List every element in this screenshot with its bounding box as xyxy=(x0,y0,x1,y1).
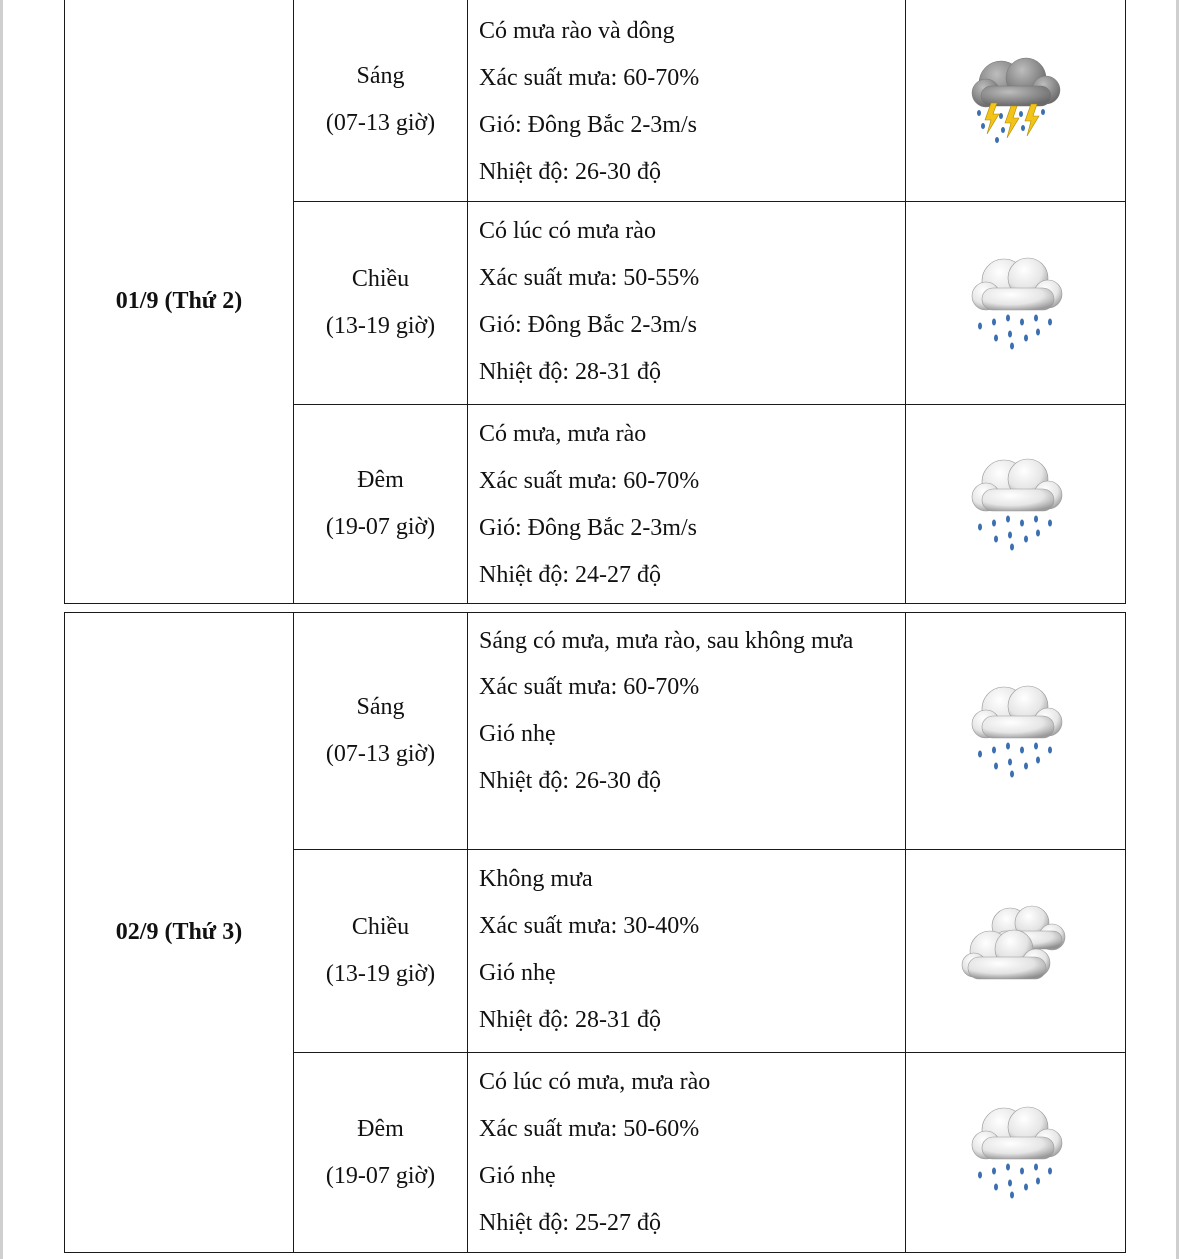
rain-probability: Xác suất mưa: 60-70% xyxy=(479,65,700,91)
period-cell xyxy=(294,0,468,202)
period-hours: (07-13 giờ) xyxy=(325,741,436,767)
weather-summary: Có lúc có mưa, mưa rào xyxy=(479,1069,711,1095)
icon-cell xyxy=(906,405,1126,604)
wind-info: Gió: Đông Bắc 2-3m/s xyxy=(479,312,697,338)
rain-probability: Xác suất mưa: 50-55% xyxy=(479,265,700,291)
rain-probability: Xác suất mưa: 60-70% xyxy=(479,674,700,700)
weather-summary: Có mưa, mưa rào xyxy=(479,421,647,447)
temperature-info: Nhiệt độ: 28-31 độ xyxy=(479,359,661,385)
temperature-info: Nhiệt độ: 25-27 độ xyxy=(479,1210,661,1236)
icon-cell xyxy=(906,613,1126,850)
weather-summary: Có lúc có mưa rào xyxy=(479,218,656,244)
wind-info: Gió nhẹ xyxy=(479,721,556,747)
weather-summary: Có mưa rào và dông xyxy=(479,18,675,44)
forecast-table-day-2 xyxy=(64,612,1126,1253)
period-name: Sáng xyxy=(356,694,405,720)
icon-cell xyxy=(906,0,1126,202)
weather-summary: Sáng có mưa, mưa rào, sau không mưa xyxy=(479,628,854,654)
wind-info: Gió: Đông Bắc 2-3m/s xyxy=(479,112,697,138)
rain-probability: Xác suất mưa: 50-60% xyxy=(479,1116,700,1142)
description-cell xyxy=(468,1053,906,1253)
rain-cloud-icon xyxy=(966,447,1066,557)
rain-cloud-icon xyxy=(966,674,1066,784)
period-hours: (13-19 giờ) xyxy=(325,313,436,339)
rain-cloud-icon xyxy=(966,246,1066,356)
weather-summary: Không mưa xyxy=(479,866,593,892)
period-cell xyxy=(294,1053,468,1253)
icon-cell xyxy=(906,202,1126,405)
wind-info: Gió nhẹ xyxy=(479,960,556,986)
temperature-info: Nhiệt độ: 28-31 độ xyxy=(479,1007,661,1033)
day-label: 01/9 (Thứ 2) xyxy=(65,0,294,604)
table-row xyxy=(65,613,1126,850)
forecast-table-day-1 xyxy=(64,0,1126,604)
period-hours: (13-19 giờ) xyxy=(325,961,436,987)
period-cell xyxy=(294,202,468,405)
rain-cloud-icon xyxy=(966,1095,1066,1205)
wind-info: Gió: Đông Bắc 2-3m/s xyxy=(479,515,697,541)
period-hours: (19-07 giờ) xyxy=(325,514,436,540)
cloudy-icon xyxy=(960,901,1072,997)
description-cell xyxy=(468,202,906,405)
period-name: Sáng xyxy=(356,63,405,89)
description-cell xyxy=(468,613,906,850)
period-name: Đêm xyxy=(357,467,404,493)
temperature-info: Nhiệt độ: 26-30 độ xyxy=(479,768,661,794)
period-cell xyxy=(294,850,468,1053)
description-cell xyxy=(468,850,906,1053)
period-name: Chiều xyxy=(351,914,410,940)
day-label: 02/9 (Thứ 3) xyxy=(65,613,294,1253)
wind-info: Gió nhẹ xyxy=(479,1163,556,1189)
rain-probability: Xác suất mưa: 30-40% xyxy=(479,913,700,939)
description-cell xyxy=(468,405,906,604)
temperature-info: Nhiệt độ: 26-30 độ xyxy=(479,159,661,185)
description-cell xyxy=(468,0,906,202)
icon-cell xyxy=(906,850,1126,1053)
icon-cell xyxy=(906,1053,1126,1253)
rain-probability: Xác suất mưa: 60-70% xyxy=(479,468,700,494)
thunderstorm-icon xyxy=(961,48,1071,148)
period-cell xyxy=(294,613,468,850)
period-cell xyxy=(294,405,468,604)
table-row xyxy=(65,0,1126,202)
period-name: Chiều xyxy=(351,266,410,292)
period-hours: (07-13 giờ) xyxy=(325,110,436,136)
period-hours: (19-07 giờ) xyxy=(325,1162,436,1189)
period-name: Đêm xyxy=(357,1115,404,1142)
temperature-info: Nhiệt độ: 24-27 độ xyxy=(479,562,661,588)
page-edge-left xyxy=(0,0,3,1259)
